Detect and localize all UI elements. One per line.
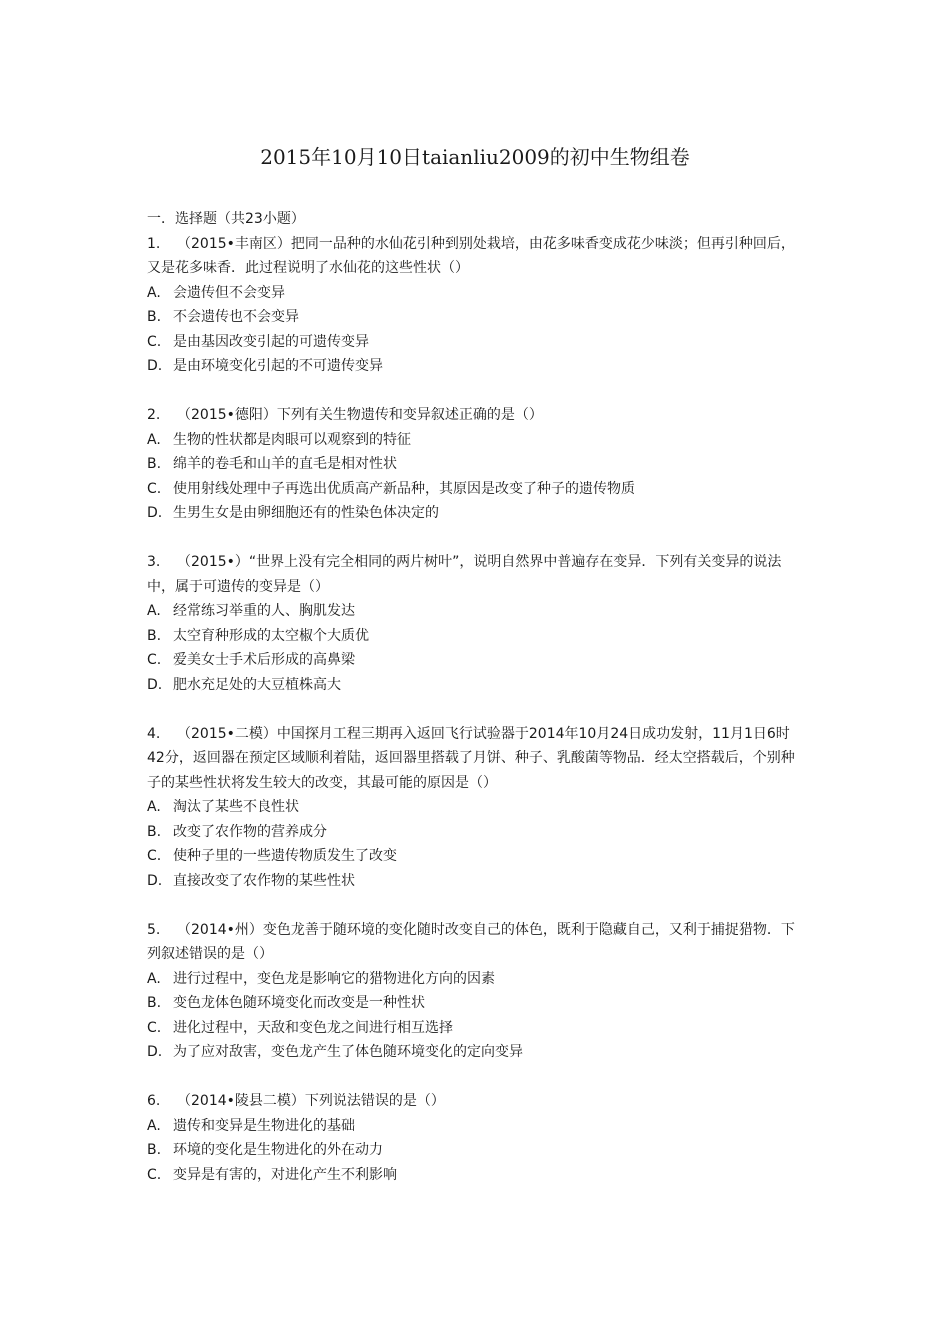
option-text: 变色龙体色随环境变化而改变是一种性状 bbox=[173, 995, 425, 1011]
answer-option bbox=[147, 477, 803, 502]
option-text: 经常练习举重的人、胸肌发达 bbox=[173, 603, 355, 619]
question-list bbox=[147, 232, 803, 1188]
answer-option bbox=[147, 967, 803, 992]
option-text: 生物的性状都是肉眼可以观察到的特征 bbox=[173, 431, 411, 448]
answer-option bbox=[147, 1016, 803, 1041]
answer-option bbox=[147, 869, 803, 894]
question-item bbox=[147, 1089, 803, 1187]
question-stem bbox=[147, 918, 803, 967]
option-text: 会遗传但不会变异 bbox=[173, 284, 285, 301]
answer-option bbox=[147, 844, 803, 869]
question-stem bbox=[147, 550, 803, 599]
answer-option bbox=[147, 1040, 803, 1065]
question-stem bbox=[147, 1089, 803, 1114]
answer-option bbox=[147, 648, 803, 673]
answer-option bbox=[147, 452, 803, 477]
question-number: 4. bbox=[147, 725, 161, 742]
answer-option bbox=[147, 281, 803, 306]
question-stem bbox=[147, 722, 803, 796]
answer-option bbox=[147, 820, 803, 845]
option-text: 肥水充足处的大豆植株高大 bbox=[173, 676, 341, 693]
section-header: 一．选择题（共23小题） bbox=[147, 211, 305, 227]
option-text: 不会遗传也不会变异 bbox=[173, 309, 299, 325]
option-letter: A. bbox=[147, 799, 161, 815]
document-page bbox=[147, 0, 803, 1318]
option-text: 进行过程中，变色龙是影响它的猎物进化方向的因素 bbox=[173, 970, 495, 987]
option-text: 变异是有害的，对进化产生不利影响 bbox=[173, 1166, 397, 1183]
option-letter: C. bbox=[147, 1019, 162, 1036]
option-letter: C. bbox=[147, 848, 162, 864]
option-text: 绵羊的卷毛和山羊的直毛是相对性状 bbox=[173, 456, 397, 472]
question-number: 2. bbox=[147, 407, 161, 423]
option-letter: C. bbox=[147, 333, 162, 350]
question-text: （2015•丰南区）把同一品种的水仙花引种到别处栽培，由花多味香变成花少味淡；但再引种回后，又是花多味香．此过程说明了水仙花的这些性状（） bbox=[147, 235, 795, 276]
answer-option bbox=[147, 354, 803, 379]
option-text: 进化过程中，天敌和变色龙之间进行相互选择 bbox=[173, 1019, 453, 1036]
option-text: 为了应对敌害，变色龙产生了体色随环境变化的定向变异 bbox=[173, 1044, 523, 1060]
answer-option bbox=[147, 428, 803, 453]
option-text: 是由基因改变引起的可遗传变异 bbox=[173, 333, 369, 350]
option-text: 环境的变化是生物进化的外在动力 bbox=[173, 1142, 383, 1158]
answer-option bbox=[147, 795, 803, 820]
answer-option bbox=[147, 1138, 803, 1163]
answer-option bbox=[147, 991, 803, 1016]
option-letter: B. bbox=[147, 456, 162, 472]
question-stem bbox=[147, 403, 803, 428]
document-title: 2015年10月10日taianliu2009的初中生物组卷 bbox=[260, 145, 690, 169]
option-letter: A. bbox=[147, 603, 161, 619]
option-text: 改变了农作物的营养成分 bbox=[173, 823, 327, 840]
option-letter: B. bbox=[147, 995, 162, 1011]
question-number: 1. bbox=[147, 235, 161, 252]
question-stem bbox=[147, 232, 803, 281]
option-letter: B. bbox=[147, 309, 162, 325]
option-letter: A. bbox=[147, 970, 161, 987]
option-letter: D. bbox=[147, 872, 163, 889]
option-letter: D. bbox=[147, 505, 163, 521]
option-letter: A. bbox=[147, 431, 161, 448]
document-content bbox=[147, 207, 803, 1212]
option-letter: C. bbox=[147, 652, 162, 668]
answer-option bbox=[147, 1163, 803, 1188]
option-letter: B. bbox=[147, 627, 162, 644]
question-number: 5. bbox=[147, 921, 161, 938]
question-item bbox=[147, 550, 803, 697]
question-text: （2015•德阳）下列有关生物遗传和变异叙述正确的是（） bbox=[177, 407, 543, 423]
question-text: （2015•二模）中国探月工程三期再入返回飞行试验器于2014年10月24日成功发射，11月1日6时42分，返回器在预定区域顺利着陆，返回器里搭载了月饼、种子、乳酸菌等物品．经太空搭载后，个别种子的某些性状将发生较大的改变，其最可能的原因是（） bbox=[147, 725, 795, 791]
answer-option bbox=[147, 599, 803, 624]
option-text: 淘汰了某些不良性状 bbox=[173, 799, 299, 815]
option-text: 直接改变了农作物的某些性状 bbox=[173, 872, 355, 889]
question-number: 6. bbox=[147, 1093, 161, 1109]
question-text: （2015•）“世界上没有完全相同的两片树叶”，说明自然界中普遍存在变异．下列有关变异的说法中，属于可遗传的变异是（） bbox=[147, 554, 782, 595]
question-item bbox=[147, 722, 803, 894]
question-item bbox=[147, 232, 803, 379]
option-letter: C. bbox=[147, 480, 162, 497]
option-text: 使种子里的一些遗传物质发生了改变 bbox=[173, 848, 397, 864]
option-text: 使用射线处理中子再选出优质高产新品种，其原因是改变了种子的遗传物质 bbox=[173, 480, 635, 497]
option-text: 爱美女士手术后形成的高鼻梁 bbox=[173, 652, 355, 668]
option-letter: B. bbox=[147, 823, 162, 840]
question-item bbox=[147, 403, 803, 526]
option-letter: D. bbox=[147, 676, 163, 693]
answer-option bbox=[147, 1114, 803, 1139]
question-text: （2014•州）变色龙善于随环境的变化随时改变自己的体色，既利于隐藏自己，又利于捕捉猎物．下列叙述错误的是（） bbox=[147, 921, 795, 962]
option-letter: A. bbox=[147, 284, 161, 301]
option-letter: D. bbox=[147, 1044, 163, 1060]
option-text: 太空育种形成的太空椒个大质优 bbox=[173, 627, 369, 644]
answer-option bbox=[147, 673, 803, 698]
question-item bbox=[147, 918, 803, 1065]
option-text: 遗传和变异是生物进化的基础 bbox=[173, 1117, 355, 1134]
answer-option bbox=[147, 305, 803, 330]
question-text: （2014•陵县二模）下列说法错误的是（） bbox=[177, 1093, 445, 1109]
option-letter: C. bbox=[147, 1166, 162, 1183]
answer-option bbox=[147, 501, 803, 526]
option-text: 是由环境变化引起的不可遗传变异 bbox=[173, 358, 383, 374]
option-letter: A. bbox=[147, 1117, 161, 1134]
answer-option bbox=[147, 624, 803, 649]
option-letter: B. bbox=[147, 1142, 162, 1158]
option-letter: D. bbox=[147, 358, 163, 374]
option-text: 生男生女是由卵细胞还有的性染色体决定的 bbox=[173, 505, 439, 521]
question-number: 3. bbox=[147, 554, 161, 570]
answer-option bbox=[147, 330, 803, 355]
